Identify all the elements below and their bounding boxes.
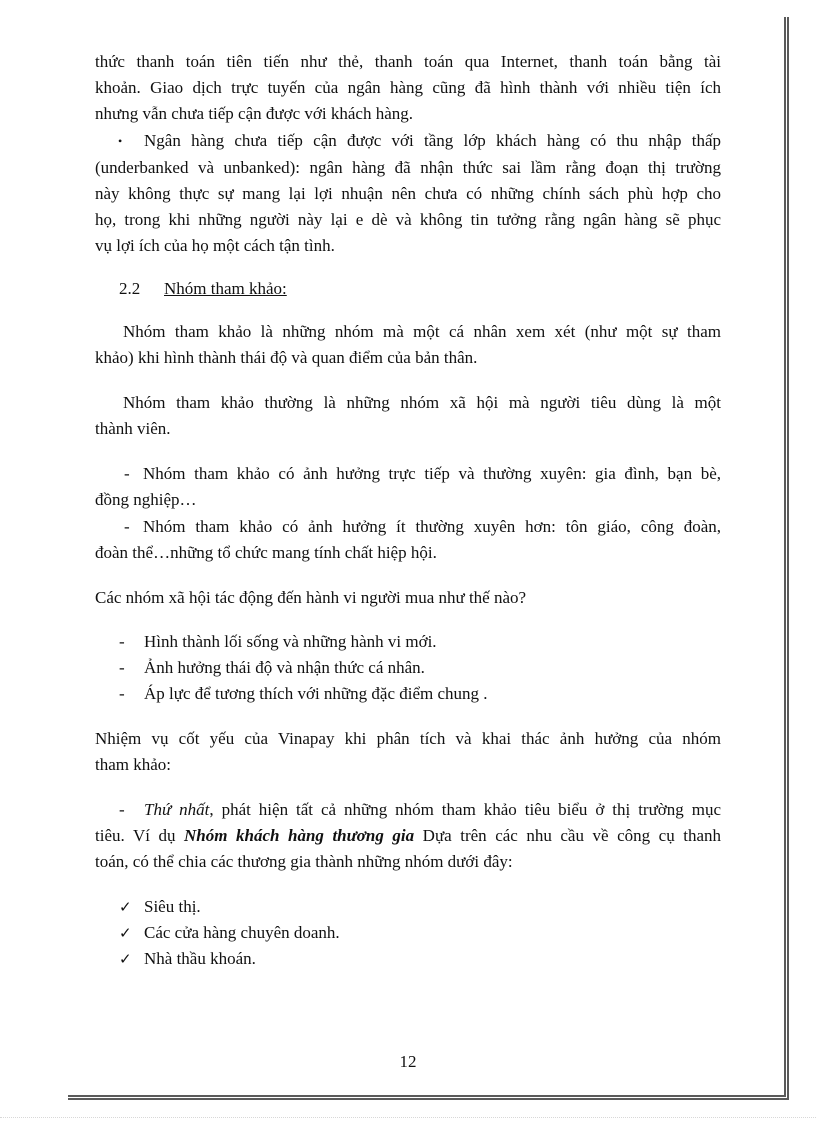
text-line: Nhiệm vụ cốt yếu của Vinapay khi phân tích và khai thác ảnh hưởng của nhóm <box>95 729 721 748</box>
page-number: 12 <box>399 1052 417 1071</box>
checkmark-icon: ✓ <box>119 950 132 968</box>
bold-italic-term: Nhóm khách hàng thương gia <box>184 826 415 845</box>
bullet-icon: • <box>118 134 123 148</box>
text-line <box>95 826 721 846</box>
section-number: 2.2 <box>119 279 141 298</box>
list-item: Các cửa hàng chuyên doanh. <box>144 923 340 942</box>
text-line: Nhóm tham khảo thường là những nhóm xã hội mà người tiêu dùng là một <box>123 393 721 412</box>
text-line: họ, trong khi những người này lại e dè và không tin tưởng rằng ngân hàng sẽ phục <box>95 210 721 229</box>
text-line: vụ lợi ích của họ một cách tận tình. <box>95 236 335 255</box>
bottom-divider <box>0 1117 816 1118</box>
text-line: này không thực sự mang lại lợi nhuận nên chưa có những chính sách phù hợp cho <box>95 184 721 203</box>
text-line: (underbanked và unbanked): ngân hàng đã nhận thức sai lầm rằng đoạn thị trường <box>95 158 721 177</box>
checkmark-icon: ✓ <box>119 924 132 942</box>
text-line: tham khảo: <box>95 755 172 774</box>
text-line: Nhóm tham khảo có ảnh hưởng trực tiếp và thường xuyên: gia đình, bạn bè, <box>143 464 721 483</box>
dash-marker: - <box>124 464 130 483</box>
text-line <box>144 800 721 820</box>
section-heading: Nhóm tham khảo: <box>164 279 287 298</box>
text-span: tiêu. Ví dụ <box>95 826 176 845</box>
list-item: Nhà thầu khoán. <box>144 949 256 968</box>
dash-marker: - <box>119 632 125 651</box>
dash-marker: - <box>119 658 125 677</box>
text-line: đoàn thể…những tổ chức mang tính chất hiệp hội. <box>95 543 437 562</box>
dash-marker: - <box>124 517 130 536</box>
list-item: Áp lực để tương thích với những đặc điểm chung . <box>144 684 488 703</box>
list-item: Ảnh hưởng thái độ và nhận thức cá nhân. <box>144 658 425 677</box>
list-item: Hình thành lối sống và những hành vi mới. <box>144 632 437 651</box>
list-item: Siêu thị. <box>144 897 201 916</box>
text-line: Nhóm tham khảo là những nhóm mà một cá nhân xem xét (như một sự tham <box>123 322 721 341</box>
text-line: toán, có thể chia các thương gia thành những nhóm dưới đây: <box>95 852 513 871</box>
checkmark-icon: ✓ <box>119 898 132 916</box>
text-line: khảo) khi hình thành thái độ và quan điểm của bản thân. <box>95 348 478 367</box>
text-line: khoản. Giao dịch trực tuyến của ngân hàng cũng đã hình thành với nhiều tiện ích <box>95 78 721 97</box>
text-line: thức thanh toán tiên tiến như thẻ, thanh toán qua Internet, thanh toán bằng tài <box>95 52 721 71</box>
text-line: đồng nghiệp… <box>95 490 197 509</box>
text-line: Nhóm tham khảo có ảnh hưởng ít thường xuyên hơn: tôn giáo, công đoàn, <box>143 517 721 536</box>
text-line: Các nhóm xã hội tác động đến hành vi người mua như thế nào? <box>95 588 527 607</box>
text-line: Ngân hàng chưa tiếp cận được với tầng lớp khách hàng có thu nhập thấp <box>144 131 721 150</box>
text-span: , phát hiện tất cả những nhóm tham khảo tiêu biểu ở thị trường mục <box>209 800 722 819</box>
dash-marker: - <box>119 684 125 703</box>
text-span: Dựa trên các nhu cầu về công cụ thanh <box>422 826 722 845</box>
dash-marker: - <box>119 800 125 819</box>
text-line: thành viên. <box>95 419 171 438</box>
italic-term: Thứ nhất <box>144 800 210 819</box>
text-line: nhưng vẫn chưa tiếp cận được với khách hàng. <box>95 104 413 123</box>
